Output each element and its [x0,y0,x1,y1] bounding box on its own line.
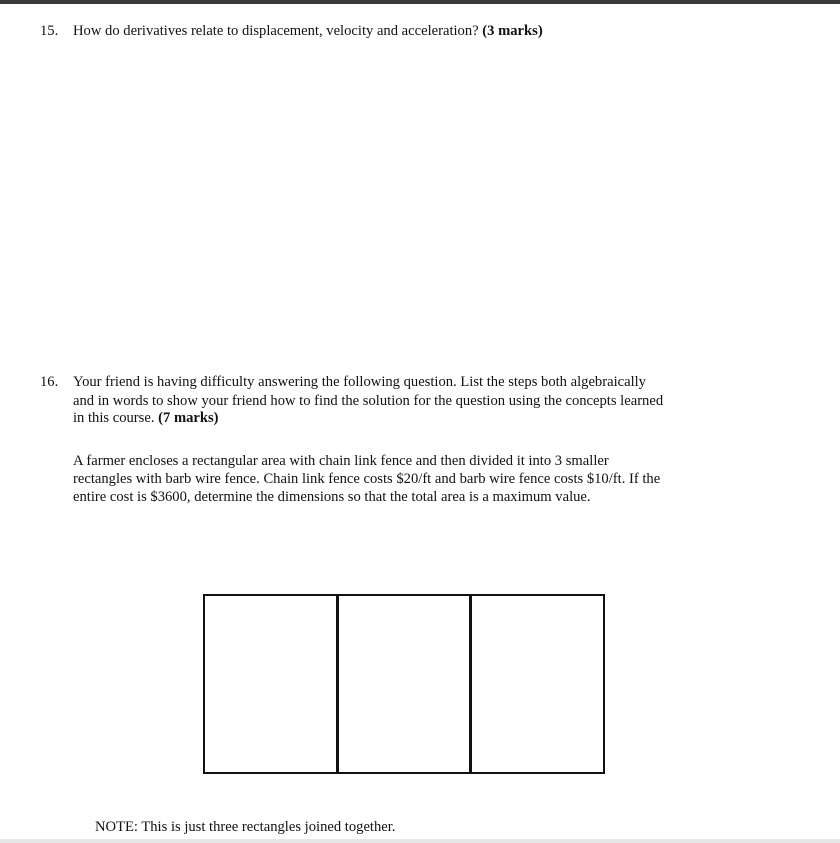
page-bottom-edge [0,839,840,843]
question-15-number: 15. [40,23,59,39]
question-16-intro-text: in this course. [73,410,155,426]
question-16-intro-line-1: Your friend is having difficulty answering the following question. List the steps both algebraically [73,374,646,390]
rectangle-divider-2 [469,596,472,772]
diagram-note: NOTE: This is just three rectangles joined together. [95,819,396,835]
question-16-intro-line-3 [73,409,219,428]
rectangle-divider-1 [336,596,339,772]
question-15-marks: (3 marks) [482,23,543,39]
question-16-number: 16. [40,374,59,390]
question-16-marks: (7 marks) [158,410,219,426]
problem-line-1: A farmer encloses a rectangular area with chain link fence and then divided it into 3 smaller [73,453,609,469]
document-page [0,4,840,843]
question-16-intro-line-2: and in words to show your friend how to find the solution for the question using the concepts learned [73,393,664,409]
problem-line-3: entire cost is $3600, determine the dimensions so that the total area is a maximum value. [73,489,591,505]
question-15-prompt: How do derivatives relate to displacement, velocity and acceleration? [73,23,479,39]
question-15-text [73,22,543,41]
three-rectangles-diagram [203,594,605,774]
problem-line-2: rectangles with barb wire fence. Chain link fence costs $20/ft and barb wire fence costs $10/ft. If the [73,471,661,487]
